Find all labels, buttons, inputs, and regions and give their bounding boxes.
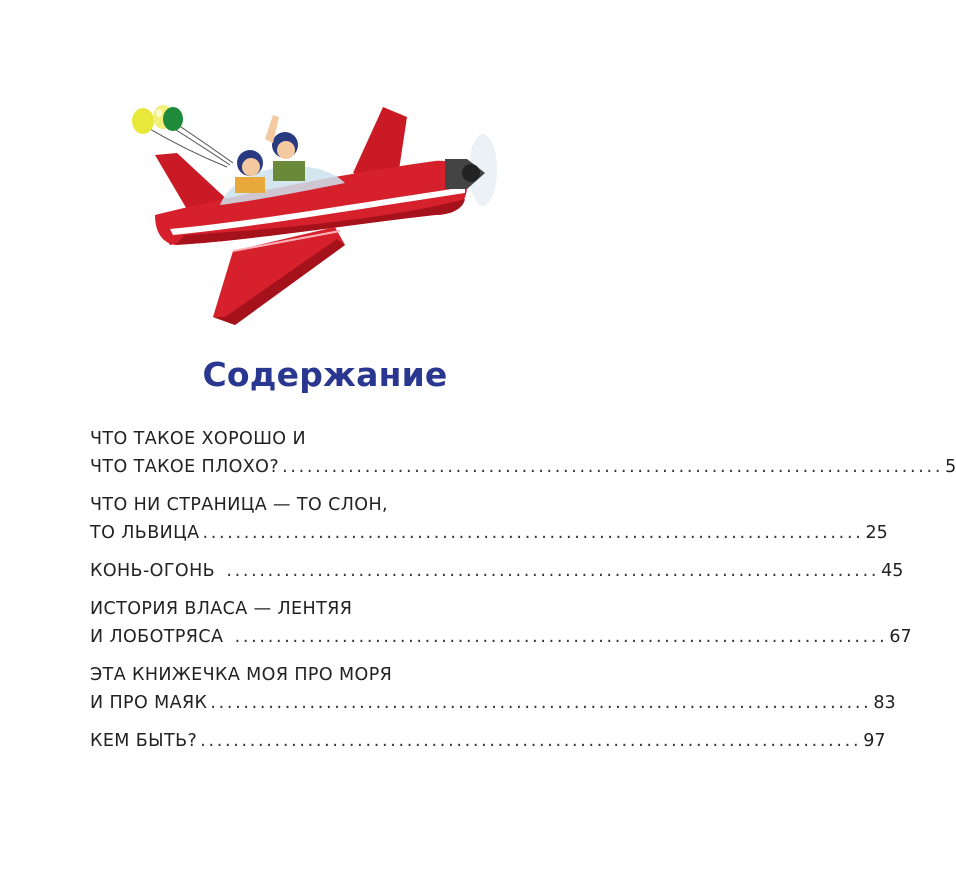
dot-leader: ................................................................................ [282,457,944,477]
toc-title-line: КЕМ БЫТЬ? [90,731,198,751]
toc-entry[interactable] [90,661,896,717]
dot-leader: ............................................................................... [218,561,880,581]
toc-entry[interactable] [90,595,912,651]
toc-page-number: 5 [945,457,956,477]
table-of-contents [90,425,956,765]
dot-leader: ............................................................................... [226,627,888,647]
toc-page-number: 67 [889,627,912,647]
toc-title-line: ЧТО НИ СТРАНИЦА — ТО СЛОН, [90,495,389,515]
toc-entry[interactable] [90,557,904,585]
dot-leader: ................................................................................ [210,693,872,713]
toc-title-line: КОНЬ-ОГОНЬ [90,561,216,581]
toc-title-line: ЧТО ТАКОЕ ХОРОШО И [90,429,306,449]
toc-entry[interactable] [90,727,886,755]
toc-title-line: ИСТОРИЯ ВЛАСА — ЛЕНТЯЯ [90,599,353,619]
toc-title-line: И ПРО МАЯК [90,693,208,713]
toc-title-line: И ЛОБОТРЯСА [90,627,224,647]
toc-entry[interactable] [90,425,956,481]
toc-title-line: ТО ЛЬВИЦА [90,523,200,543]
dot-leader: ................................................................................ [202,523,864,543]
airplane-illustration [115,55,515,355]
page-title: Содержание [202,355,448,394]
toc-title-line: ЧТО ТАКОЕ ПЛОХО? [90,457,280,477]
dot-leader: ................................................................................ [200,731,862,751]
toc-page-number: 25 [865,523,888,543]
toc-entry[interactable] [90,491,888,547]
toc-title-line: ЭТА КНИЖЕЧКА МОЯ ПРО МОРЯ [90,665,393,685]
toc-page-number: 83 [873,693,896,713]
toc-page-number: 45 [881,561,904,581]
toc-page-number: 97 [863,731,886,751]
